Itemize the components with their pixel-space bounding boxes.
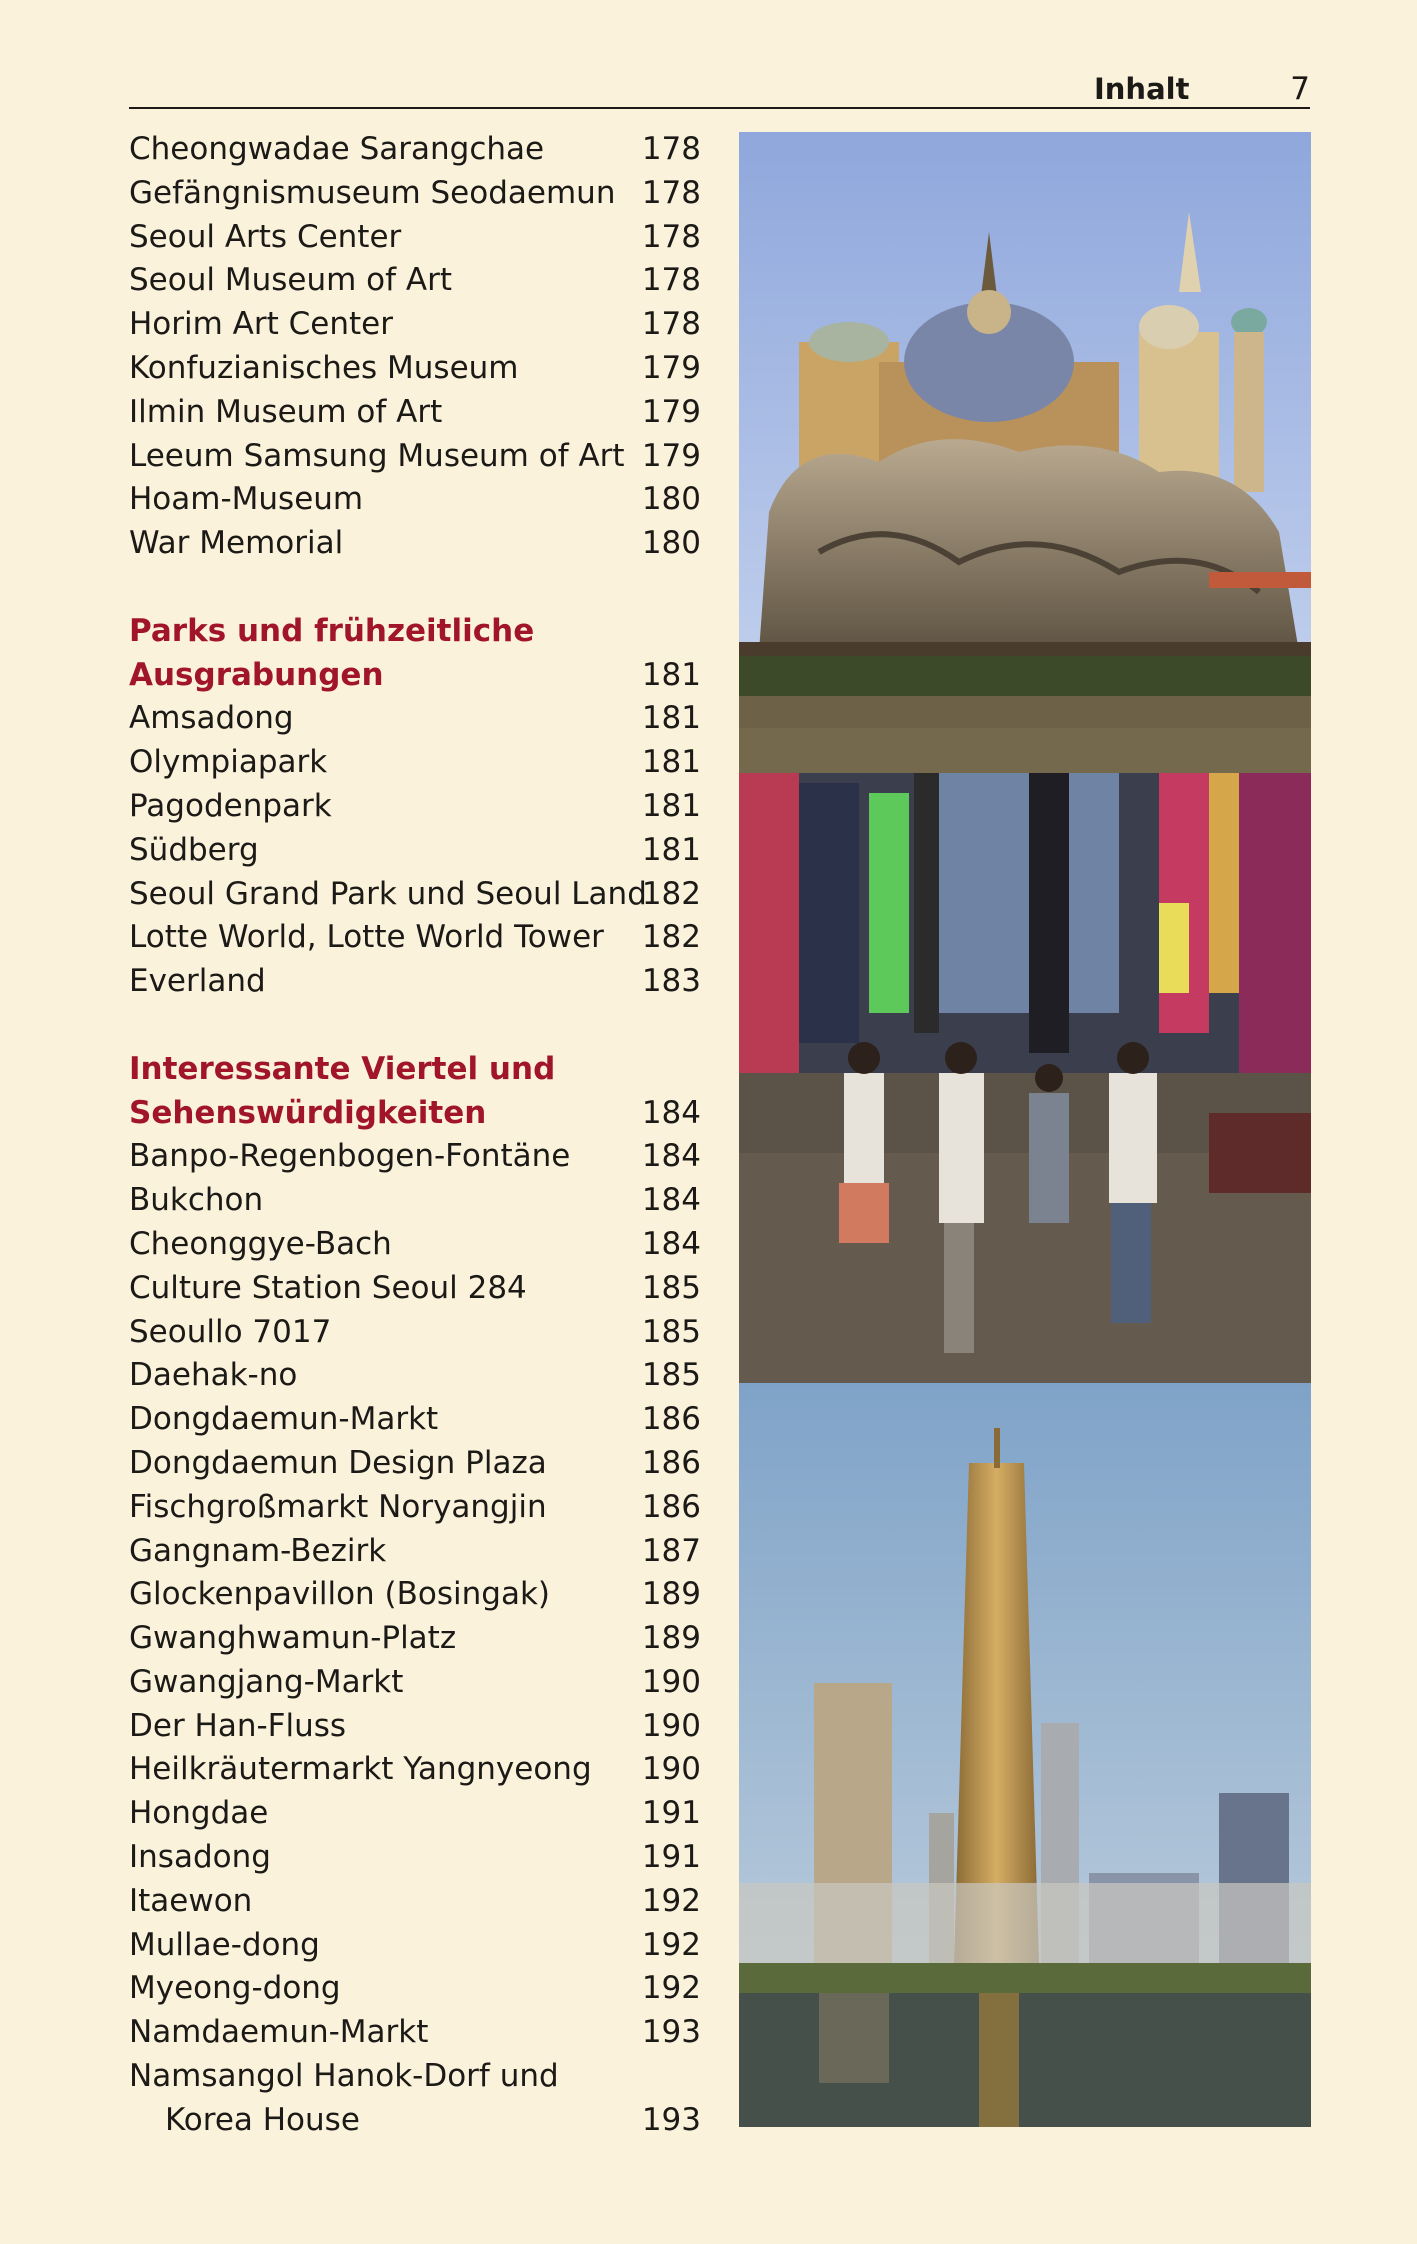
toc-page: 193 xyxy=(641,2014,701,2051)
toc-entry xyxy=(129,128,701,172)
toc-entry-label: Gwanghwamun-Platz xyxy=(129,1620,457,1657)
toc-entry-label: Bukchon xyxy=(129,1182,264,1219)
toc-page: 184 xyxy=(641,1094,701,1131)
toc-entry-label: Insadong xyxy=(129,1839,271,1876)
toc-entry: Korea House 193 xyxy=(129,2099,701,2143)
toc-entry xyxy=(129,1442,701,1486)
toc-entry-label: Seoul Arts Center xyxy=(129,218,402,255)
toc-entry-label: Seoul Grand Park und Seoul Land xyxy=(129,875,647,912)
toc-entry-label: Fischgroßmarkt Noryangjin xyxy=(129,1488,547,1525)
toc-page: 182 xyxy=(641,875,701,912)
toc-entry xyxy=(129,1223,701,1267)
toc-entry-label: Leeum Samsung Museum of Art xyxy=(129,437,625,474)
toc-entry xyxy=(129,1705,701,1749)
toc-page: 185 xyxy=(641,1357,701,1394)
toc-entry xyxy=(129,435,701,479)
toc-page: 179 xyxy=(641,349,701,386)
toc-entry xyxy=(129,829,701,873)
toc-page: 178 xyxy=(641,262,701,299)
toc-entry-label: Banpo-Regenbogen-Fontäne xyxy=(129,1138,571,1175)
toc-entry xyxy=(129,1748,701,1792)
toc-entry-label: Olympiapark xyxy=(129,744,328,781)
toc-entry xyxy=(129,960,701,1004)
toc-entry-label: Cheongwadae Sarangchae xyxy=(129,131,545,167)
toc-page: 183 xyxy=(641,963,701,1000)
toc-entry xyxy=(129,303,701,347)
toc-page: 189 xyxy=(641,1576,701,1613)
toc-page: 181 xyxy=(641,700,701,737)
toc-page: 192 xyxy=(641,1926,701,1963)
toc-entry xyxy=(129,1398,701,1442)
toc-page: 179 xyxy=(641,393,701,430)
toc-page: 184 xyxy=(641,1182,701,1219)
toc-section-heading: Ausgrabungen 181 xyxy=(129,654,701,698)
toc-page: 190 xyxy=(641,1751,701,1788)
toc-entry-label: Hongdae xyxy=(129,1795,269,1832)
toc-entry xyxy=(129,1267,701,1311)
toc-entry xyxy=(129,1311,701,1355)
toc-entry-label: Lotte World, Lotte World Tower xyxy=(129,919,604,956)
toc-page: 186 xyxy=(641,1401,701,1438)
page-number: 7 xyxy=(1290,71,1310,107)
toc-entry xyxy=(129,741,701,785)
toc-entry xyxy=(129,1617,701,1661)
toc-entry-label: Pagodenpark xyxy=(129,787,332,824)
toc-entry xyxy=(129,697,701,741)
toc-page: 189 xyxy=(641,1620,701,1657)
toc-entry xyxy=(129,1792,701,1836)
toc-entry xyxy=(129,1179,701,1223)
toc-page: 178 xyxy=(641,218,701,255)
toc-page: 179 xyxy=(641,437,701,474)
photo-seoul-skyline-river xyxy=(739,1383,1311,2127)
toc-entry xyxy=(129,1354,701,1398)
toc-entry-label: Gwangjang-Markt xyxy=(129,1663,404,1700)
toc-entry-label: Seoullo 7017 xyxy=(129,1313,332,1350)
toc-page: 180 xyxy=(641,525,701,562)
toc-entry-label: Dongdaemun Design Plaza xyxy=(129,1444,547,1481)
toc-entry xyxy=(129,1967,701,2011)
toc-entry xyxy=(129,1924,701,1968)
toc-entry-label: Everland xyxy=(129,963,266,1000)
toc-entry xyxy=(129,259,701,303)
toc-entry-label: Mullae-dong xyxy=(129,1926,320,1963)
toc-page: 185 xyxy=(641,1269,701,1306)
photo-lotte-world-castle xyxy=(739,132,1311,773)
toc-entry xyxy=(129,1486,701,1530)
toc-page: 184 xyxy=(641,1138,701,1175)
toc-entry xyxy=(129,478,701,522)
toc-page: 178 xyxy=(641,131,701,167)
toc-page: 186 xyxy=(641,1488,701,1525)
toc-page: 193 xyxy=(641,2101,701,2138)
toc-entry-label: Culture Station Seoul 284 xyxy=(129,1269,527,1306)
toc-entry xyxy=(129,1135,701,1179)
toc-entry xyxy=(129,172,701,216)
toc-entry-label: Seoul Museum of Art xyxy=(129,262,452,299)
toc-page: 178 xyxy=(641,306,701,343)
toc-page: 186 xyxy=(641,1444,701,1481)
toc-entry: Namsangol Hanok-Dorf und xyxy=(129,2058,559,2095)
toc-entry xyxy=(129,1661,701,1705)
toc-page: 182 xyxy=(641,919,701,956)
toc-entry-label: Itaewon xyxy=(129,1882,253,1919)
running-header xyxy=(129,72,1310,106)
toc-section-heading: Sehenswürdigkeiten 184 xyxy=(129,1092,701,1136)
toc-entry-label: Ilmin Museum of Art xyxy=(129,393,443,430)
toc-entry-label: Gangnam-Bezirk xyxy=(129,1532,387,1569)
toc-entry-label: Cheonggye-Bach xyxy=(129,1225,392,1262)
toc-page: 181 xyxy=(641,787,701,824)
toc-entry-label: Südberg xyxy=(129,831,259,868)
toc-entry xyxy=(129,347,701,391)
toc-entry xyxy=(129,1530,701,1574)
toc-page: 180 xyxy=(641,481,701,518)
toc-entry-label: Gefängnismuseum Seodaemun xyxy=(129,174,616,211)
toc-entry xyxy=(129,522,701,566)
toc-entry-label: Glockenpavillon (Bosingak) xyxy=(129,1576,550,1613)
toc-entry-label: Heilkräutermarkt Yangnyeong xyxy=(129,1751,592,1788)
toc-page: 190 xyxy=(641,1707,701,1744)
toc-page: 192 xyxy=(641,1970,701,2007)
toc-entry-label: Konfuzianisches Museum xyxy=(129,349,519,386)
toc-entry-label: Dongdaemun-Markt xyxy=(129,1401,439,1438)
toc-page: 184 xyxy=(641,1225,701,1262)
toc-entry xyxy=(129,785,701,829)
toc-entry xyxy=(129,216,701,260)
toc-page: 190 xyxy=(641,1663,701,1700)
toc-page: 181 xyxy=(641,656,701,693)
toc-entry-label: Daehak-no xyxy=(129,1357,298,1394)
toc-entry xyxy=(129,2011,701,2055)
toc-page: 192 xyxy=(641,1882,701,1919)
photo-myeongdong-street xyxy=(739,773,1311,1383)
toc-entry xyxy=(129,1836,701,1880)
toc-entry xyxy=(129,1880,701,1924)
toc-entry-label: Amsadong xyxy=(129,700,294,737)
toc-entry xyxy=(129,873,701,917)
toc-entry xyxy=(129,1573,701,1617)
toc-page: 191 xyxy=(641,1839,701,1876)
toc-section-heading: Parks und frühzeitliche xyxy=(129,612,535,649)
header-rule xyxy=(129,107,1310,109)
table-of-contents xyxy=(129,128,701,2143)
toc-page: 181 xyxy=(641,831,701,868)
toc-page: 178 xyxy=(641,174,701,211)
toc-entry-label: Myeong-dong xyxy=(129,1970,341,2007)
toc-page: 191 xyxy=(641,1795,701,1832)
toc-entry-label: War Memorial xyxy=(129,525,344,562)
toc-entry-label: Hoam-Museum xyxy=(129,481,364,518)
toc-entry-label: Der Han-Fluss xyxy=(129,1707,347,1744)
toc-entry xyxy=(129,916,701,960)
toc-page: 181 xyxy=(641,744,701,781)
toc-entry xyxy=(129,391,701,435)
toc-entry-label: Horim Art Center xyxy=(129,306,393,343)
running-header-title: Inhalt xyxy=(1094,72,1190,106)
toc-section-heading: Interessante Viertel und xyxy=(129,1050,556,1087)
toc-entry-label: Namdaemun-Markt xyxy=(129,2014,429,2051)
toc-page: 185 xyxy=(641,1313,701,1350)
toc-page: 187 xyxy=(641,1532,701,1569)
